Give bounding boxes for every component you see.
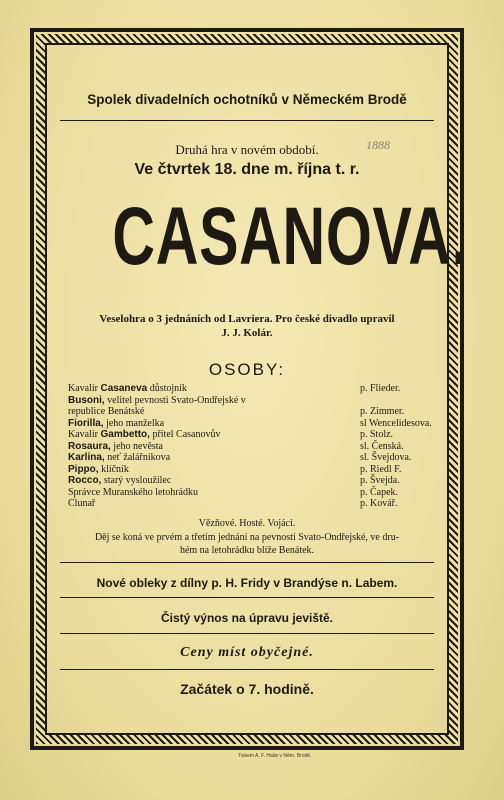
character-name: Rocco, [68,475,102,486]
actor-name: p. Stolz. [360,429,394,440]
actor-name: sl. Švejdova. [360,452,412,463]
cast-role: Rocco, starý vysloužilec [68,475,172,486]
season-note: Druhá hra v novém období. [175,142,319,157]
cast-row [68,383,430,395]
actor-name [360,395,430,407]
cast-role: Fiorilla, jeho manželka [68,417,165,429]
actor-name: p. Flieder. [360,383,401,394]
cast-row [68,452,430,464]
divider [60,120,434,121]
extras-line: Vězňové. Hosté. Vojáci. [198,518,296,529]
society-name: Spolek divadelních ochotníků v Německém Brodě [87,92,407,107]
character-name: Casaneva [100,383,148,394]
costumes-notice: Nové obleky z dílny p. H. Fridy v Brandýse n. Labem. [96,576,398,590]
printer-credit: Tiskem A. F. Haše v Něm. Brodě. [238,753,312,759]
divider [60,633,434,634]
actor-name: p. Čapek. [360,486,399,498]
cast-role: Pippo, klíčník [68,463,129,475]
cast-role: Kavalír Casaneva důstojník [68,383,187,394]
performance-date: Ve čtvrtek 18. dne m. října t. r. [134,161,360,178]
character-name: Karlina, [68,452,105,463]
cast-heading: OSOBY: [208,360,286,379]
actor-name: p. Švejda. [360,475,400,486]
cast-row [68,429,430,441]
actor-name: p. Riedl F. [360,463,402,475]
character-name: Rosaura, [68,440,111,452]
character-name: Gambetto, [100,429,150,440]
character-name: Pippo, [68,463,99,475]
start-time-notice: Začátek o 7. hodině. [180,681,314,697]
actor-name: sl. Čenská. [360,440,404,452]
character-name: Busoni, [68,394,105,406]
cast-row [68,464,430,476]
cast-row [68,441,430,453]
cast-list [68,383,430,510]
setting-line-1: Děj se koná ve prvém a třetím jednání na pevnosti Svato-Ondřejské, ve dru- [94,532,400,543]
actor-name: p. Kovář. [360,498,398,509]
setting-line-2: hém na letohrádku blíže Benátek. [179,544,315,556]
cast-row [68,406,430,418]
divider [60,597,434,598]
divider [60,562,434,563]
prices-notice: Ceny míst obyčejné. [180,645,314,660]
cast-role: Správce Muranského letohrádku [68,486,198,498]
cast-role: republice Benátské [68,406,145,417]
cast-role: Busoni, velitel pevnosti Svato-Ondřejské v [68,394,246,406]
character-name: Fiorilla, [68,417,104,429]
cast-role: Rosaura, jeho nevěsta [68,440,163,452]
cast-row [68,418,430,430]
setting-note [60,532,434,557]
cast-row [68,475,430,487]
cast-role: Kavalír Gambetto, přítel Casanovův [68,429,221,440]
play-title: CASANOVA. [112,191,469,282]
genre-line-1: Veselohra o 3 jednáních od Lavriera. Pro české divadlo upravil [99,313,395,325]
genre-line [56,312,438,340]
cast-row [68,395,430,407]
actor-name: p. Zimmer. [360,406,405,417]
cast-role: Karlina, neť žalářníkova [68,452,171,463]
cast-row [68,498,430,510]
proceeds-notice: Čistý výnos na úpravu jeviště. [160,611,334,625]
actor-name: sl Wencelidesova. [360,417,432,429]
genre-line-2: J. J. Kolár. [221,327,273,339]
handwritten-year: 1888 [366,138,390,152]
cast-role: Člunař [68,498,96,509]
divider [60,669,434,670]
cast-row [68,487,430,499]
